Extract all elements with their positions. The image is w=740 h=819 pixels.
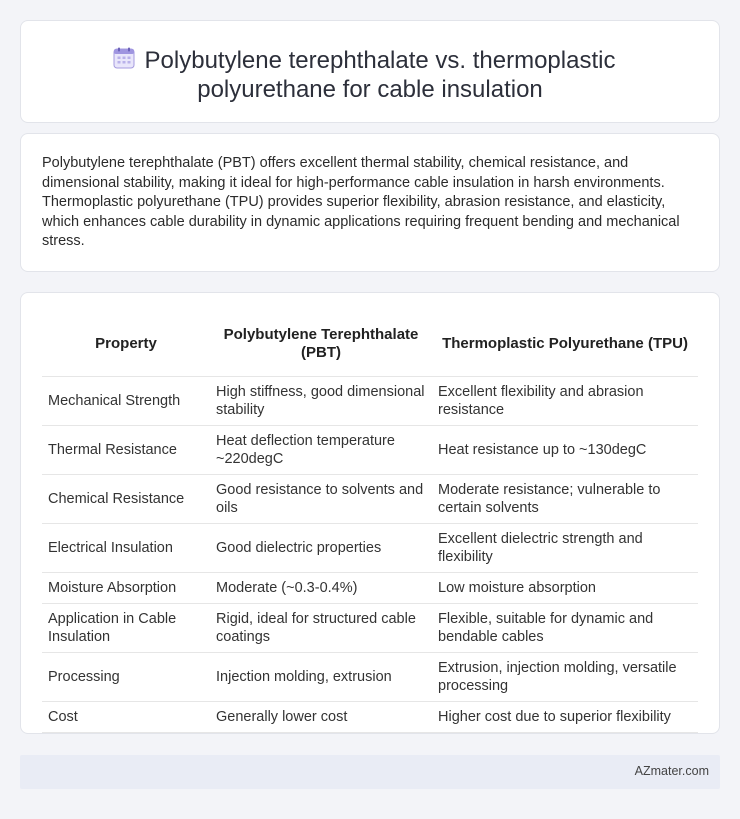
pbt-cell: Generally lower cost <box>210 701 432 732</box>
property-cell: Moisture Absorption <box>42 572 210 603</box>
table-row <box>42 474 698 523</box>
tpu-cell: Higher cost due to superior flexibility <box>432 701 698 732</box>
table-row <box>42 523 698 572</box>
comparison-table <box>42 313 698 733</box>
table-row <box>42 425 698 474</box>
header-property: Property <box>42 313 210 376</box>
tpu-cell: Flexible, suitable for dynamic and bendable cables <box>432 603 698 652</box>
footer-brand-link[interactable]: AZmater.com <box>634 764 709 778</box>
table-row <box>42 572 698 603</box>
pbt-cell: Injection molding, extrusion <box>210 652 432 701</box>
pbt-cell: Rigid, ideal for structured cable coatings <box>210 603 432 652</box>
pbt-cell: Good dielectric properties <box>210 523 432 572</box>
footer-bar <box>20 755 720 789</box>
property-cell: Processing <box>42 652 210 701</box>
tpu-cell: Excellent dielectric strength and flexibility <box>432 523 698 572</box>
summary-card <box>20 133 720 272</box>
summary-text: Polybutylene terephthalate (PBT) offers excellent thermal stability, chemical resistance, and dimensional stability, making it ideal for high-performance cable insulation in harsh environments. Thermoplastic polyurethane (TPU) provides superior flexibility, abrasion resistance, and elasticity, which enhances cable durability in dynamic applications requiring frequent bending and mechanical stress. <box>42 155 680 249</box>
header-pbt: Polybutylene Terephthalate (PBT) <box>210 313 432 376</box>
property-cell: Chemical Resistance <box>42 474 210 523</box>
table-row <box>42 701 698 732</box>
table-row <box>42 652 698 701</box>
header-tpu: Thermoplastic Polyurethane (TPU) <box>432 313 698 376</box>
tpu-cell: Extrusion, injection molding, versatile processing <box>432 652 698 701</box>
pbt-cell: Heat deflection temperature ~220degC <box>210 425 432 474</box>
tpu-cell: Heat resistance up to ~130degC <box>432 425 698 474</box>
pbt-cell: Moderate (~0.3-0.4%) <box>210 572 432 603</box>
comparison-table-card <box>20 292 720 734</box>
title-line-2: polyurethane for cable insulation <box>197 76 543 103</box>
property-cell: Mechanical Strength <box>42 376 210 425</box>
title-card <box>20 20 720 123</box>
tpu-cell: Excellent flexibility and abrasion resistance <box>432 376 698 425</box>
pbt-cell: High stiffness, good dimensional stability <box>210 376 432 425</box>
property-cell: Cost <box>42 701 210 732</box>
table-row <box>42 603 698 652</box>
property-cell: Application in Cable Insulation <box>42 603 210 652</box>
page-title <box>21 46 719 104</box>
title-line-1: Polybutylene terephthalate vs. thermoplastic <box>144 47 616 74</box>
pbt-cell: Good resistance to solvents and oils <box>210 474 432 523</box>
property-cell: Electrical Insulation <box>42 523 210 572</box>
property-cell: Thermal Resistance <box>42 425 210 474</box>
tpu-cell: Low moisture absorption <box>432 572 698 603</box>
table-header-row <box>42 313 698 376</box>
table-row <box>42 376 698 425</box>
tpu-cell: Moderate resistance; vulnerable to certain solvents <box>432 474 698 523</box>
